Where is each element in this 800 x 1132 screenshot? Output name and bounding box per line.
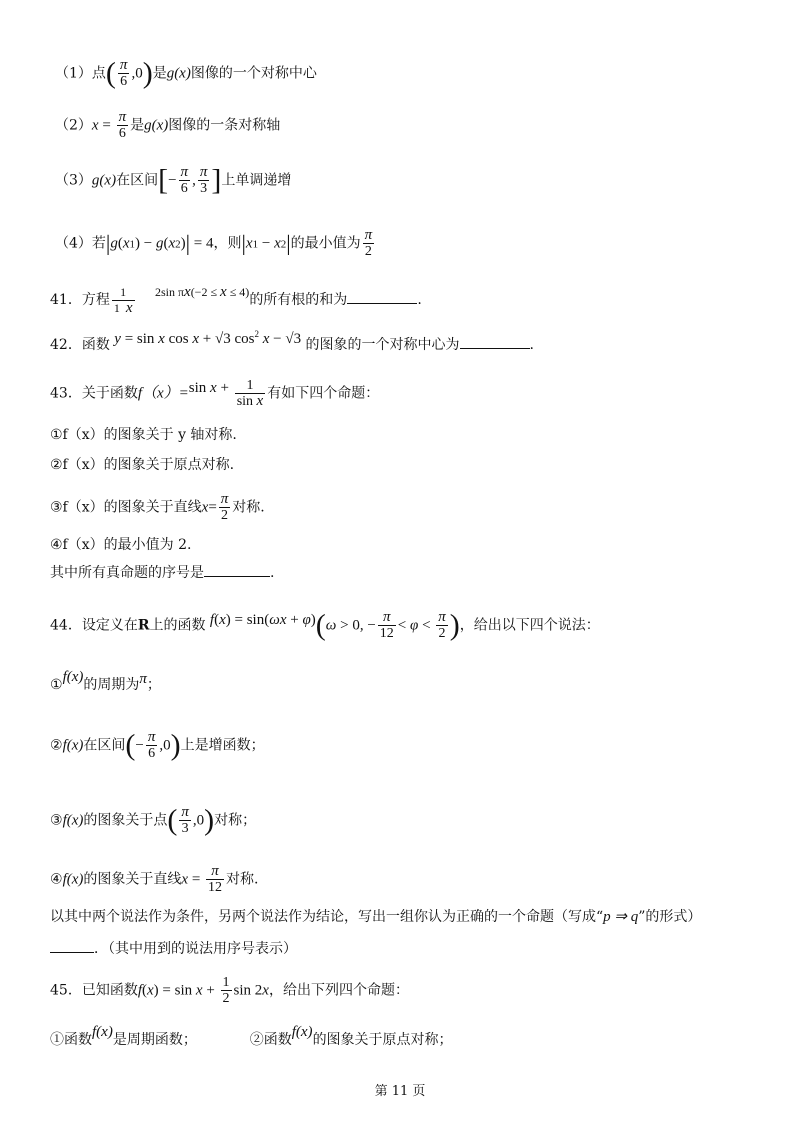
statement-4: （4）若|g(x1) − g(x2)| = 4，则|x1 − x2|的最小值为 $\frac{\pi}{2}$ [55,227,373,259]
statement-2: （2）x = $\frac{\pi}{6}$ 是g(x)图像的一条对称轴 [55,109,281,141]
q43-proposition-1: ①f（x）的图象关于 y 轴对称. [50,427,237,443]
question-42: 42．函数 y = sin x cos x + √3 $\cos^2 x - √3$ 的图象的一个对称中心为 . [50,329,534,353]
fraction-pi-over-6: $\frac{\pi}{6}$ [119,57,128,89]
q43-ask: 其中所有真命题的序号是 . [50,565,275,581]
question-43: 43．关于函数f（x）=sin x + $\frac{1}{\text{sin x}}$ 有如下四个命题： [50,378,380,409]
q43-proposition-2: ②f（x）的图象关于原点对称. [50,457,235,473]
q44-ask-2: ．（其中用到的说法用序号表示） [50,939,297,959]
answer-blank[interactable] [460,348,530,349]
question-41: 41．方程 $\frac{1}{1 x}$ 2sin πx(−2 ≤ x ≤ 4)的所有根的和为 . [50,284,422,316]
answer-blank[interactable] [347,303,417,304]
statement-3: （3）g(x)在区间[− $\frac{\pi}{6}$ , $\frac{\pi}{3}$ ]上单调递增 [55,163,292,197]
q44-claim-2: ②f(x)在区间(− $\frac{\pi}{6}$ ,0)上是增函数； [50,728,265,762]
q44-claim-3: ③f(x)的图象关于点( $\frac{\pi}{3}$ ,0)对称； [50,803,257,837]
q44-claim-1: ①f(x)的周期为π； [50,669,161,693]
q44-claim-4: ④f(x)的图象关于直线x = $\frac{\pi}{12}$ 对称. [50,863,259,895]
answer-blank[interactable] [204,576,270,577]
answer-blank[interactable] [50,952,94,953]
q43-proposition-4: ④f（x）的最小值为 2. [50,537,192,553]
q44-ask: 以其中两个说法作为条件，另两个说法作为结论，写出一组你认为正确的一个命题（写成“p ⇒ q”的形式） [50,909,702,925]
statement-1: （1）点( $\frac{\pi}{6}$ ,0)是g(x)图像的一个对称中心 [55,56,317,90]
q43-proposition-3: ③f（x）的图象关于直线x= $\frac{\pi}{2}$ 对称. [50,491,265,523]
question-45: 45．已知函数f(x) = sin x + $\frac{1}{2}$ sin 2x，给出下列四个命题： [50,975,409,1006]
q45-propositions: ①函数f(x)是周期函数； ②函数f(x)的图象关于原点对称； [50,1024,453,1048]
question-44: 44．设定义在R上的函数 f(x) = sin(ωx + φ)(ω > 0, − $\frac{\pi}{12}$ < φ < $\frac{\pi}{2}$ )，给出以下四个说法： [50,608,600,642]
page-number: 第 11 页 [374,1084,426,1099]
